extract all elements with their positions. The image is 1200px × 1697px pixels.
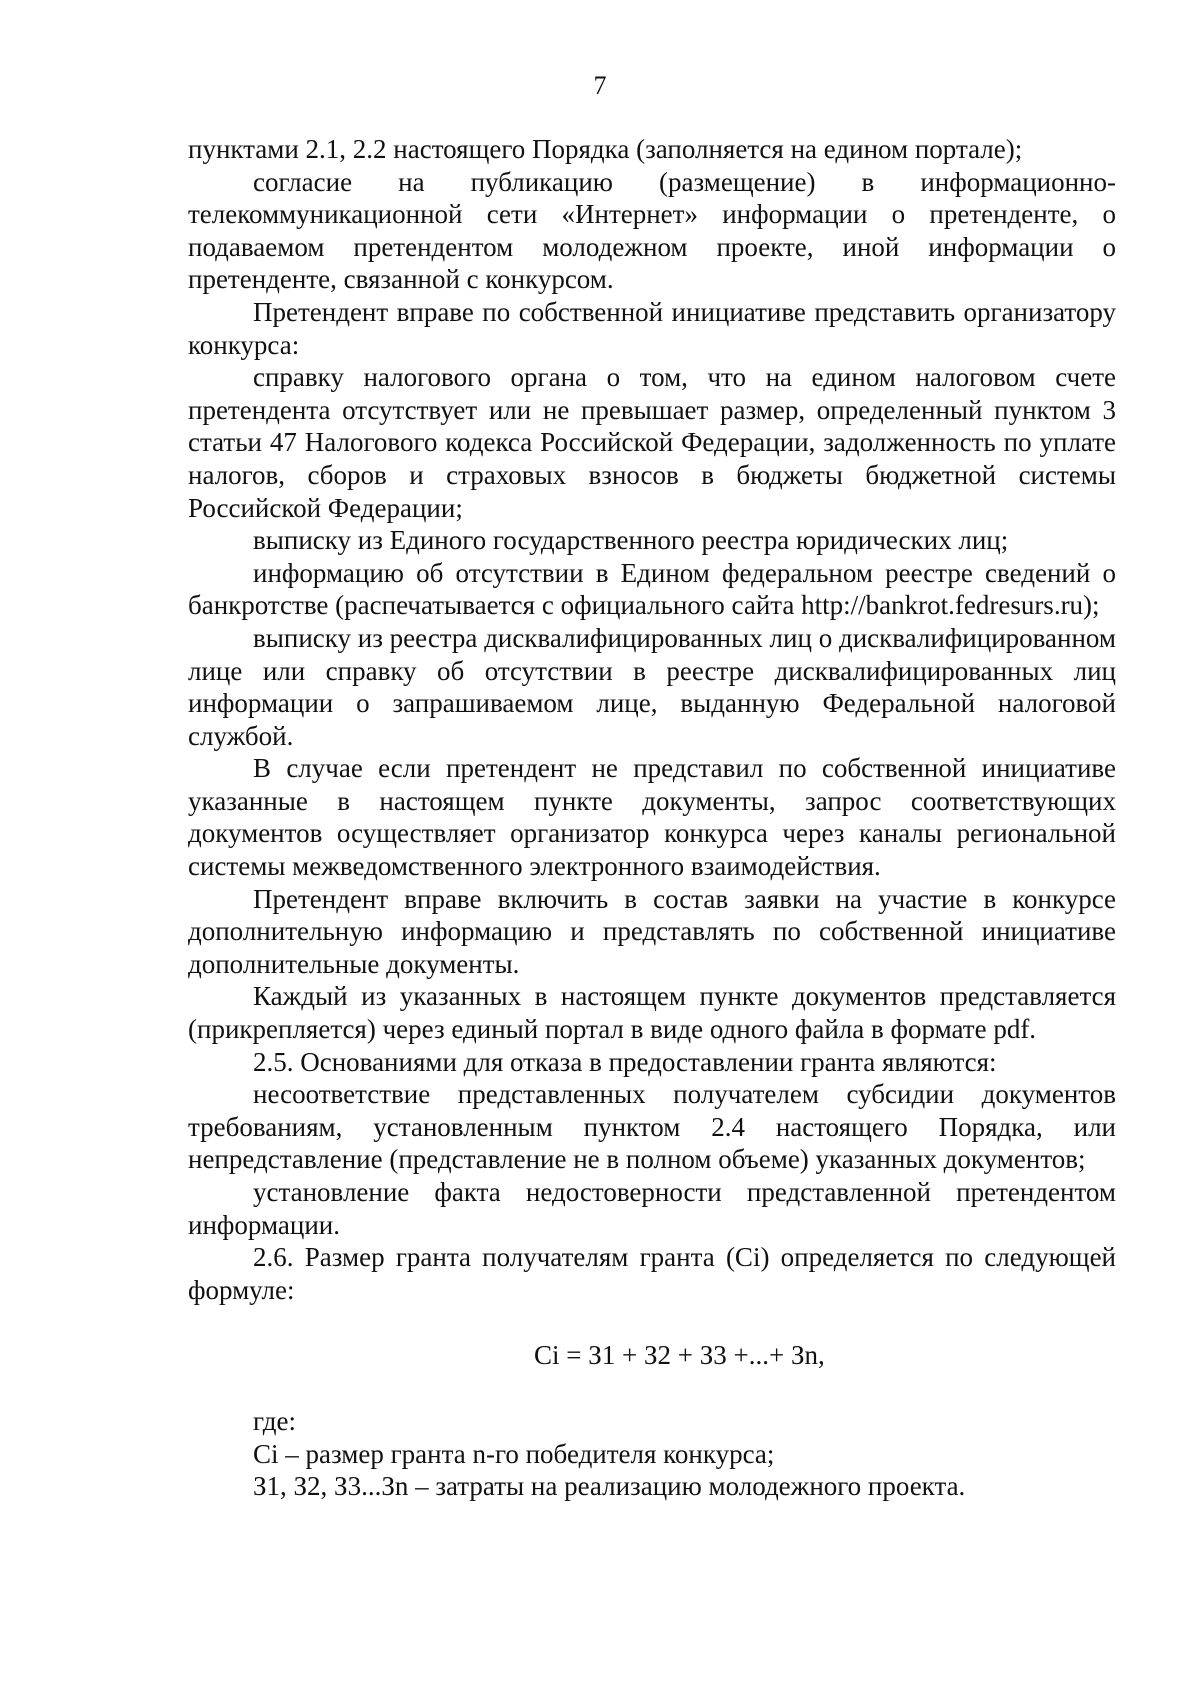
grant-formula: Ci = З1 + З2 + З3 +...+ Зn, <box>534 1340 825 1371</box>
paragraph: выписку из Единого государственного реестра юридических лиц; <box>253 525 1009 556</box>
formula-legend <box>188 1405 1116 1503</box>
paragraph: Претендент вправе по собственной инициативе представить организатору конкурса: <box>188 296 1116 360</box>
document-body <box>188 133 1116 1503</box>
paragraph: Каждый из указанных в настоящем пункте документов представляется (прикрепляется) через единый портал в виде одного файла в формате pdf. <box>188 981 1116 1045</box>
paragraph: информацию об отсутствии в Едином федеральном реестре сведений о банкротстве (распечатывается с официального сайта http://bankrot.fedresurs.ru); <box>188 557 1116 621</box>
legend-definition: З1, З2, З3...Зn – затраты на реализацию молодежного проекта. <box>253 1471 966 1502</box>
paragraph: 2.5. Основаниями для отказа в предоставлении гранта являются: <box>253 1046 997 1077</box>
paragraph: установление факта недостоверности представленной претендентом информации. <box>188 1177 1116 1240</box>
page-number: 7 <box>593 71 607 100</box>
legend-label: где: <box>253 1405 296 1436</box>
paragraph: В случае если претендент не представил по собственной инициативе указанные в настоящем пункте документы, запрос соответствующих документов осуществляет организатор конкурса через каналы региональной системы межведомственного электронного взаимодействия. <box>188 753 1116 882</box>
paragraph: Претендент вправе включить в состав заявки на участие в конкурсе дополнительную информацию и представлять по собственной инициативе дополнительные документы. <box>188 883 1116 979</box>
legend-definition: Ci – размер гранта n-го победителя конкурса; <box>253 1438 775 1469</box>
paragraph: справку налогового органа о том, что на едином налоговом счете претендента отсутствует или не превышает размер, определенный пунктом 3 статьи 47 Налогового кодекса Российской Федерации, задолженность по уплате налогов, сборов и страховых взносов в бюджеты бюджетной системы Российской Федерации; <box>188 362 1116 523</box>
paragraph: выписку из реестра дисквалифицированных лиц о дисквалифицированном лице или справку об отсутствии в реестре дисквалифицированных лиц информации о запрашиваемом лице, выданную Федеральной налоговой службой. <box>188 622 1116 751</box>
paragraph: 2.6. Размер гранта получателям гранта (Ci) определяется по следующей формуле: <box>188 1242 1116 1305</box>
paragraph: несоответствие представленных получателем субсидии документов требованиям, установленным пунктом 2.4 настоящего Порядка, или непредставление (представление не в полном объеме) указанных документов; <box>188 1079 1116 1175</box>
paragraph: согласие на публикацию (размещение) в информационно-телекоммуникационной сети «Интернет» информации о претенденте, о подаваемом претендентом молодежном проекте, иной информации о претенденте, связанной с конкурсом. <box>188 166 1116 295</box>
paragraph: пунктами 2.1, 2.2 настоящего Порядка (заполняется на едином портале); <box>188 134 1023 164</box>
